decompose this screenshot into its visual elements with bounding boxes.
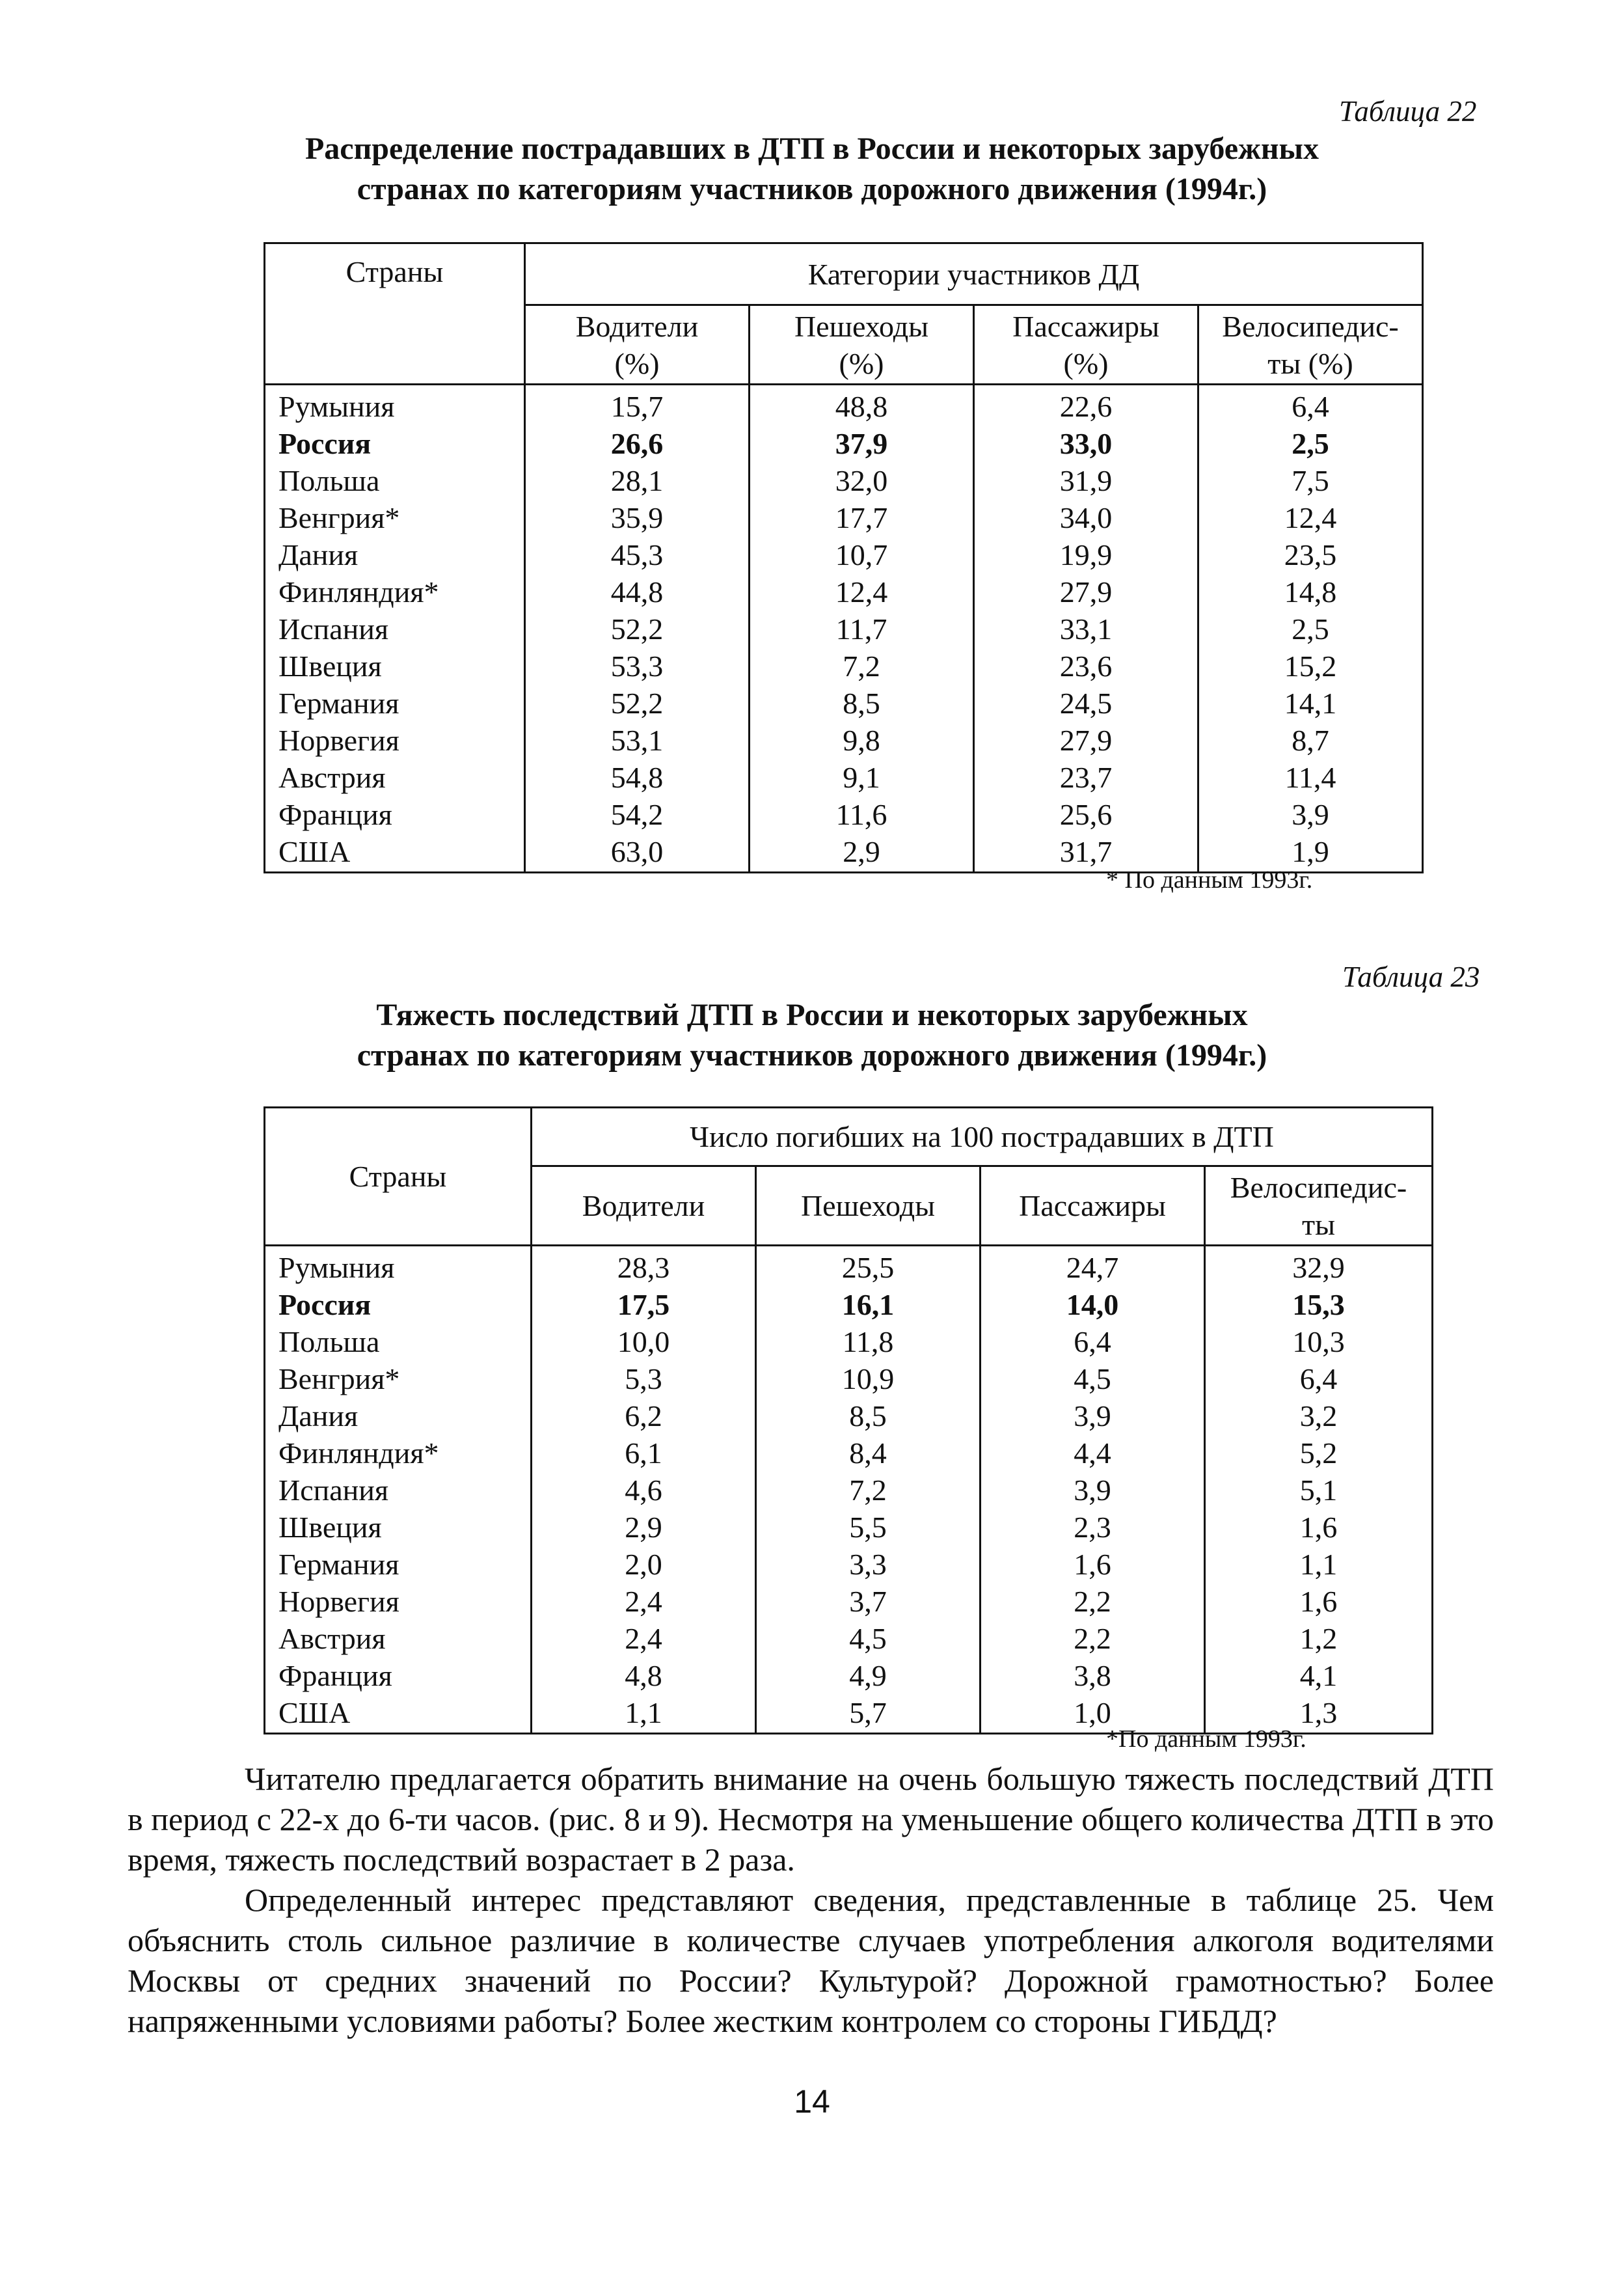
value-cell-drivers: 17,5: [532, 1286, 756, 1323]
value-cell-cyclists: 3,2: [1205, 1397, 1433, 1434]
value-cell-pedestrians: 25,5: [756, 1246, 981, 1287]
value-cell-passengers: 6,4: [981, 1323, 1205, 1360]
table-row: [265, 1472, 1433, 1509]
value-cell-pedestrians: 5,7: [756, 1694, 981, 1734]
value-cell-drivers: 28,3: [532, 1246, 756, 1287]
value-cell-cyclists: 1,2: [1205, 1620, 1433, 1657]
value-cell-pedestrians: 32,0: [750, 462, 974, 499]
table-22-footnote: * По данным 1993г.: [1106, 866, 1313, 894]
value-cell-drivers: 45,3: [525, 536, 750, 573]
value-cell-cyclists: 2,5: [1198, 425, 1423, 462]
table-row: [265, 1360, 1433, 1397]
country-cell: Австрия: [265, 1620, 532, 1657]
table-row: [265, 1583, 1433, 1620]
value-cell-cyclists: 23,5: [1198, 536, 1423, 573]
value-cell-drivers: 15,7: [525, 385, 750, 426]
value-cell-pedestrians: 3,7: [756, 1583, 981, 1620]
country-cell: Норвегия: [265, 1583, 532, 1620]
value-cell-pedestrians: 9,1: [750, 759, 974, 796]
country-cell: Австрия: [265, 759, 525, 796]
table-23-body: [265, 1246, 1433, 1734]
value-cell-drivers: 28,1: [525, 462, 750, 499]
value-cell-drivers: 4,8: [532, 1657, 756, 1694]
value-cell-pedestrians: 7,2: [756, 1472, 981, 1509]
value-cell-cyclists: 11,4: [1198, 759, 1423, 796]
country-cell: Франция: [265, 796, 525, 833]
value-cell-passengers: 23,7: [974, 759, 1198, 796]
table-22-title-line-2: странах по категориям участников дорожного движения (1994г.): [357, 172, 1267, 206]
value-cell-pedestrians: 8,5: [750, 685, 974, 722]
country-cell: Польша: [265, 462, 525, 499]
country-cell: Испания: [265, 610, 525, 648]
table-row: [265, 796, 1423, 833]
value-cell-passengers: 14,0: [981, 1286, 1205, 1323]
value-cell-cyclists: 6,4: [1198, 385, 1423, 426]
value-cell-pedestrians: 10,7: [750, 536, 974, 573]
value-cell-cyclists: 3,9: [1198, 796, 1423, 833]
table23-header-pedestrians-line: Пешеходы: [800, 1189, 936, 1222]
value-cell-pedestrians: 7,2: [750, 648, 974, 685]
value-cell-cyclists: 12,4: [1198, 499, 1423, 536]
value-cell-drivers: 35,9: [525, 499, 750, 536]
table22-header-cyclists-line: Велосипедис-: [1222, 309, 1399, 343]
table-row: [265, 425, 1423, 462]
value-cell-pedestrians: 16,1: [756, 1286, 981, 1323]
value-cell-drivers: 63,0: [525, 833, 750, 873]
value-cell-drivers: 1,1: [532, 1694, 756, 1734]
value-cell-pedestrians: 37,9: [750, 425, 974, 462]
value-cell-cyclists: 8,7: [1198, 722, 1423, 759]
value-cell-pedestrians: 10,9: [756, 1360, 981, 1397]
table-23-label: Таблица 23: [1342, 961, 1480, 993]
value-cell-cyclists: 14,8: [1198, 573, 1423, 610]
country-cell: Испания: [265, 1472, 532, 1509]
table-22-label: Таблица 22: [1339, 95, 1477, 128]
value-cell-drivers: 54,8: [525, 759, 750, 796]
country-cell: Германия: [265, 1546, 532, 1583]
value-cell-pedestrians: 11,8: [756, 1323, 981, 1360]
country-cell: Франция: [265, 1657, 532, 1694]
table22-header-cyclists-line: ты (%): [1267, 346, 1353, 380]
table-row: [265, 1397, 1433, 1434]
value-cell-passengers: 3,9: [981, 1397, 1205, 1434]
value-cell-cyclists: 1,9: [1198, 833, 1423, 873]
value-cell-drivers: 2,9: [532, 1509, 756, 1546]
table22-header-drivers-line: Водители: [575, 309, 699, 343]
table-row: [265, 685, 1423, 722]
table-row: [265, 1620, 1433, 1657]
value-cell-passengers: 27,9: [974, 722, 1198, 759]
table-row: [265, 462, 1423, 499]
table-row: [265, 1434, 1433, 1472]
value-cell-drivers: 52,2: [525, 685, 750, 722]
country-cell: Венгрия*: [265, 499, 525, 536]
table22-header-passengers-line: Пассажиры: [1012, 309, 1159, 343]
value-cell-drivers: 53,3: [525, 648, 750, 685]
table-row: [265, 536, 1423, 573]
value-cell-cyclists: 1,1: [1205, 1546, 1433, 1583]
table-row: [265, 499, 1423, 536]
value-cell-drivers: 2,0: [532, 1546, 756, 1583]
value-cell-passengers: 1,0: [981, 1694, 1205, 1734]
value-cell-pedestrians: 8,4: [756, 1434, 981, 1472]
value-cell-drivers: 2,4: [532, 1620, 756, 1657]
table23-header-passengers-line: Пассажиры: [1019, 1189, 1166, 1222]
value-cell-passengers: 19,9: [974, 536, 1198, 573]
table-row: [265, 1546, 1433, 1583]
value-cell-drivers: 6,1: [532, 1434, 756, 1472]
value-cell-passengers: 23,6: [974, 648, 1198, 685]
table23-header-passengers: [981, 1166, 1205, 1246]
value-cell-passengers: 4,4: [981, 1434, 1205, 1472]
value-cell-cyclists: 10,3: [1205, 1323, 1433, 1360]
table-row: [265, 648, 1423, 685]
value-cell-passengers: 2,2: [981, 1583, 1205, 1620]
value-cell-passengers: 33,1: [974, 610, 1198, 648]
table23-header-drivers: [532, 1166, 756, 1246]
value-cell-cyclists: 2,5: [1198, 610, 1423, 648]
table22-header-pedestrians: [750, 305, 974, 385]
table23-header-drivers-line: Водители: [582, 1189, 705, 1222]
value-cell-cyclists: 1,6: [1205, 1509, 1433, 1546]
value-cell-pedestrians: 4,9: [756, 1657, 981, 1694]
country-cell: Германия: [265, 685, 525, 722]
value-cell-cyclists: 15,3: [1205, 1286, 1433, 1323]
paragraph-2: Определенный интерес представляют сведения, представленные в таблице 25. Чем объяснить столь сильное различие в количестве случаев употребления алкоголя водителями Москвы от средних значений по России? Культурой? Дорожной грамотностью? Более напряженными условиями работы? Более жестким контролем со стороны ГИБДД?: [128, 1882, 1494, 2039]
table23-header-cyclists-line: ты: [1302, 1207, 1336, 1241]
value-cell-pedestrians: 8,5: [756, 1397, 981, 1434]
value-cell-pedestrians: 4,5: [756, 1620, 981, 1657]
value-cell-drivers: 52,2: [525, 610, 750, 648]
value-cell-passengers: 24,5: [974, 685, 1198, 722]
table-23-title-line-1: Тяжесть последствий ДТП в России и некоторых зарубежных: [376, 998, 1248, 1032]
table22-header-cyclists: [1198, 305, 1423, 385]
value-cell-passengers: 24,7: [981, 1246, 1205, 1287]
table-row: [265, 1286, 1433, 1323]
table22-header-drivers: [525, 305, 750, 385]
value-cell-pedestrians: 9,8: [750, 722, 974, 759]
value-cell-passengers: 31,7: [974, 833, 1198, 873]
country-cell: США: [265, 1694, 532, 1734]
value-cell-passengers: 1,6: [981, 1546, 1205, 1583]
country-cell: Норвегия: [265, 722, 525, 759]
value-cell-cyclists: 5,2: [1205, 1434, 1433, 1472]
table-22-body: [265, 385, 1423, 873]
value-cell-cyclists: 7,5: [1198, 462, 1423, 499]
value-cell-cyclists: 4,1: [1205, 1657, 1433, 1694]
country-cell: Польша: [265, 1323, 532, 1360]
table-row: [265, 1246, 1433, 1287]
value-cell-cyclists: 1,3: [1205, 1694, 1433, 1734]
table-22-header-countries: Страны: [265, 243, 525, 385]
country-cell: Румыния: [265, 385, 525, 426]
country-cell: Румыния: [265, 1246, 532, 1287]
page-number: 14: [794, 2083, 830, 2120]
table23-header-cyclists-line: Велосипедис-: [1230, 1170, 1407, 1204]
value-cell-pedestrians: 5,5: [756, 1509, 981, 1546]
table-22-title-line-1: Распределение пострадавших в ДТП в России и некоторых зарубежных: [304, 131, 1319, 166]
table-23: [264, 1106, 1433, 1734]
value-cell-drivers: 26,6: [525, 425, 750, 462]
table-row: [265, 610, 1423, 648]
table22-header-pedestrians-line: (%): [839, 346, 884, 380]
value-cell-passengers: 2,3: [981, 1509, 1205, 1546]
table-23-header-group: Число погибших на 100 пострадавших в ДТП: [532, 1108, 1433, 1166]
paragraph-1: Читателю предлагается обратить внимание на очень большую тяжесть последствий ДТП в период с 22-х до 6-ти часов. (рис. 8 и 9). Несмотря на уменьшение общего количества ДТП в это время, тяжесть последствий возрастает в 2 раза.: [128, 1761, 1494, 1878]
value-cell-cyclists: 5,1: [1205, 1472, 1433, 1509]
value-cell-passengers: 3,8: [981, 1657, 1205, 1694]
value-cell-passengers: 34,0: [974, 499, 1198, 536]
table22-header-pedestrians-line: Пешеходы: [794, 309, 929, 343]
table-row: [265, 1509, 1433, 1546]
value-cell-drivers: 53,1: [525, 722, 750, 759]
value-cell-passengers: 25,6: [974, 796, 1198, 833]
value-cell-passengers: 3,9: [981, 1472, 1205, 1509]
table-row: [265, 759, 1423, 796]
table-22: [264, 242, 1424, 873]
value-cell-cyclists: 15,2: [1198, 648, 1423, 685]
value-cell-drivers: 2,4: [532, 1583, 756, 1620]
country-cell: Россия: [265, 1286, 532, 1323]
table-row: [265, 385, 1423, 426]
table-23-header-countries: Страны: [265, 1108, 532, 1246]
country-cell: Швеция: [265, 1509, 532, 1546]
value-cell-pedestrians: 12,4: [750, 573, 974, 610]
value-cell-passengers: 4,5: [981, 1360, 1205, 1397]
table-23-footnote: *По данным 1993г.: [1106, 1725, 1306, 1753]
value-cell-drivers: 5,3: [532, 1360, 756, 1397]
country-cell: США: [265, 833, 525, 873]
country-cell: Финляндия*: [265, 1434, 532, 1472]
value-cell-drivers: 4,6: [532, 1472, 756, 1509]
value-cell-cyclists: 1,6: [1205, 1583, 1433, 1620]
country-cell: Венгрия*: [265, 1360, 532, 1397]
table-row: [265, 1657, 1433, 1694]
table-row: [265, 573, 1423, 610]
country-cell: Дания: [265, 1397, 532, 1434]
value-cell-passengers: 22,6: [974, 385, 1198, 426]
table-22-title: [0, 129, 1624, 210]
value-cell-pedestrians: 11,7: [750, 610, 974, 648]
table-row: [265, 1323, 1433, 1360]
value-cell-cyclists: 14,1: [1198, 685, 1423, 722]
value-cell-pedestrians: 48,8: [750, 385, 974, 426]
value-cell-passengers: 33,0: [974, 425, 1198, 462]
country-cell: Дания: [265, 536, 525, 573]
value-cell-drivers: 10,0: [532, 1323, 756, 1360]
table22-header-passengers-line: (%): [1063, 346, 1109, 380]
value-cell-pedestrians: 2,9: [750, 833, 974, 873]
table23-header-pedestrians: [756, 1166, 981, 1246]
table-22-header-group: Категории участников ДД: [525, 243, 1423, 305]
country-cell: Россия: [265, 425, 525, 462]
value-cell-passengers: 2,2: [981, 1620, 1205, 1657]
table22-header-passengers: [974, 305, 1198, 385]
country-cell: Швеция: [265, 648, 525, 685]
value-cell-drivers: 44,8: [525, 573, 750, 610]
table22-header-drivers-line: (%): [614, 346, 660, 380]
value-cell-passengers: 27,9: [974, 573, 1198, 610]
table-23-title: [0, 995, 1624, 1076]
value-cell-passengers: 31,9: [974, 462, 1198, 499]
value-cell-cyclists: 6,4: [1205, 1360, 1433, 1397]
value-cell-drivers: 6,2: [532, 1397, 756, 1434]
value-cell-cyclists: 32,9: [1205, 1246, 1433, 1287]
country-cell: Финляндия*: [265, 573, 525, 610]
value-cell-pedestrians: 11,6: [750, 796, 974, 833]
value-cell-pedestrians: 3,3: [756, 1546, 981, 1583]
table-row: [265, 722, 1423, 759]
table23-header-cyclists: [1205, 1166, 1433, 1246]
table-23-title-line-2: странах по категориям участников дорожного движения (1994г.): [357, 1038, 1267, 1073]
value-cell-drivers: 54,2: [525, 796, 750, 833]
value-cell-pedestrians: 17,7: [750, 499, 974, 536]
